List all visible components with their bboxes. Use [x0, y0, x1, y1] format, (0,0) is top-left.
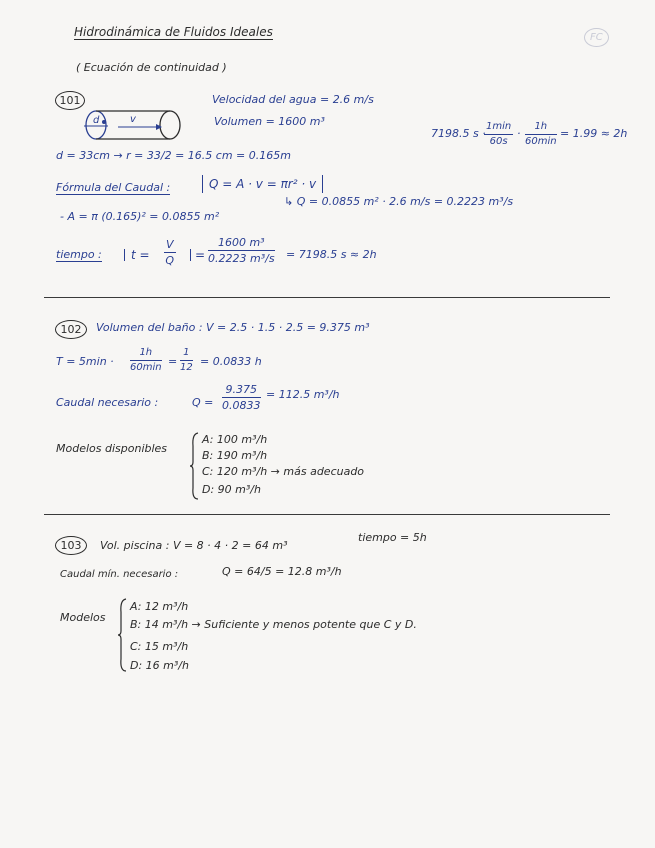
conversion-tail: = 1.99 ≈ 2h	[560, 127, 628, 140]
conversion-dot: ·	[517, 127, 521, 140]
model-102-c: C: 120 m³/h → más adecuado	[202, 465, 365, 478]
required-flow-fraction	[222, 384, 261, 411]
model-103-a: A: 12 m³/h	[130, 600, 189, 613]
model-102-b: B: 190 m³/h	[202, 449, 268, 462]
time-conversion-f1-den: 60min	[130, 362, 162, 373]
required-flow-num: 9.375	[222, 384, 261, 398]
required-flow-q: Q =	[192, 396, 214, 409]
time-label: tiempo :	[56, 248, 102, 261]
volume-line: Volumen = 1600 m³	[214, 115, 325, 128]
required-flow-den: 0.0833	[222, 399, 261, 412]
radius-line: d = 33cm → r = 33/2 = 16.5 cm = 0.165m	[56, 149, 291, 162]
available-models-label: Modelos disponibles	[56, 442, 168, 455]
model-102-a: A: 100 m³/h	[202, 433, 268, 446]
models-brace-103	[118, 598, 128, 672]
page-subtitle: ( Ecuación de continuidad )	[76, 61, 227, 74]
time-conversion-f2-num: 1	[180, 348, 193, 361]
model-103-d: D: 16 m³/h	[130, 659, 189, 672]
time-conversion-lead: T = 5min ·	[56, 355, 114, 368]
area-line: - A = π (0.165)² = 0.0855 m²	[60, 210, 220, 223]
conversion-f1-num: 1min	[484, 122, 513, 135]
time-formula-t: t =	[124, 249, 150, 261]
conversion-fraction-2	[525, 122, 557, 147]
time-conversion-f2	[180, 348, 193, 373]
time-formula-num: V	[166, 238, 174, 251]
time-conversion-f1-num: 1h	[130, 348, 162, 361]
required-flow-result: = 112.5 m³/h	[266, 388, 340, 401]
model-103-b: B: 14 m³/h → Suficiente y menos potente que C y D.	[130, 618, 417, 631]
time-conversion-f2-den: 12	[180, 362, 193, 373]
conversion-fraction-1	[484, 122, 513, 147]
models-brace-102	[190, 432, 200, 500]
section-divider-1	[44, 297, 610, 298]
time-formula-den: Q	[165, 254, 175, 267]
bath-volume-line: Volumen del baño : V = 2.5 · 1.5 · 2.5 = 9.375 m³	[96, 321, 370, 334]
formula-label: Fórmula del Caudal :	[56, 181, 171, 194]
required-flow-label: Caudal necesario :	[56, 396, 159, 409]
time-value-fraction	[208, 237, 275, 264]
time-formula-fraction	[164, 239, 176, 266]
pipe-label-d: d	[93, 115, 100, 126]
time-conversion-eq: =	[168, 355, 178, 368]
time-conversion-result: = 0.0833 h	[200, 355, 262, 368]
pipe-label-v: v	[130, 114, 136, 125]
velocity-line: Velocidad del agua = 2.6 m/s	[212, 93, 374, 106]
flow-result: ↳ Q = 0.0855 m² · 2.6 m/s = 0.2223 m³/s	[284, 195, 514, 208]
pool-volume-line: Vol. piscina : V = 8 · 4 · 2 = 64 m³	[100, 539, 288, 552]
problem-number-101: 101	[55, 91, 85, 110]
problem-number-102: 102	[55, 320, 87, 339]
pool-min-flow-eq: Q = 64/5 = 12.8 m³/h	[222, 565, 342, 578]
time-conversion-f1	[130, 348, 162, 373]
conversion-f2-den: 60min	[525, 136, 557, 147]
time-equals: =	[190, 249, 205, 261]
section-divider-2	[44, 514, 610, 515]
time-value-den: 0.2223 m³/s	[208, 252, 275, 265]
model-102-d: D: 90 m³/h	[202, 483, 261, 496]
conversion-f1-den: 60s	[489, 136, 508, 147]
time-value-num: 1600 m³	[208, 237, 275, 251]
pool-models-label: Modelos	[60, 611, 106, 624]
page-title: Hidrodinámica de Fluidos Ideales	[74, 25, 273, 39]
time-result: = 7198.5 s ≈ 2h	[286, 248, 377, 261]
pool-min-flow-label: Caudal mín. necesario :	[60, 569, 179, 580]
corner-mark: FC	[584, 28, 609, 47]
conversion-lead: 7198.5 s ·	[431, 127, 486, 140]
formula-box: Q = A · v = πr² · v	[202, 175, 323, 193]
model-103-c: C: 15 m³/h	[130, 640, 189, 653]
problem-number-103: 103	[55, 536, 87, 555]
pool-time: tiempo = 5h	[358, 531, 427, 544]
conversion-f2-num: 1h	[525, 122, 557, 135]
